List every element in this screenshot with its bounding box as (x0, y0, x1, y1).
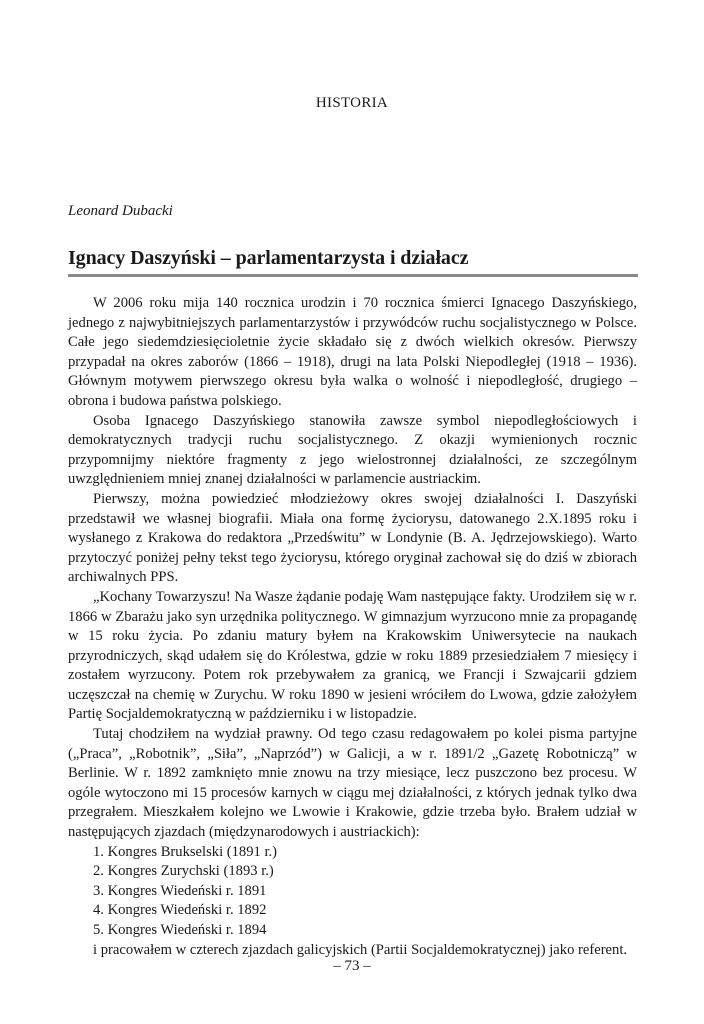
paragraph: „Kochany Towarzyszu! Na Wasze żądanie podaję Wam następujące fakty. Urodziłem się w r. 1866 w Zbarażu jako syn urzędnika politycznego. W gimnazjum wyrzucono mnie za propagandę w 15 roku życia. Po zdaniu matury byłem na Krakowskim Uniwersytecie na naukach przyrodniczych, skąd udałem się do Królestwa, gdzie w roku 1889 przesiedziałem 7 miesięcy i zostałem wyrzucony. Potem rok przebywałem za granicą, we Francji i Szwajcarii gdziem uczęszczał na chemię w Zurychu. W roku 1890 w jesieni wróciłem do Lwowa, gdzie założyłem Partię Socjaldemokratyczną w październiku i w listopadzie. (68, 588, 637, 723)
paragraph: Pierwszy, można powiedzieć młodzieżowy okres swojej działalności I. Daszyński przedstawił we własnej biografii. Miała ona formę życiorysu, datowanego 2.X.1895 roku i wysłanego z Krakowa do redaktora „Przedświtu” w Londynie (B. A. Jędrzejowskiego). Warto przytoczyć poniżej pełny tekst tego życiorysu, którego oryginał zachował się do dziś w zbiorach archiwalnych PPS. (68, 490, 637, 586)
congress-list (68, 843, 637, 941)
article-author: Leonard Dubacki (68, 203, 173, 219)
list-item: 2. Kongres Zurychski (1893 r.) (93, 863, 274, 880)
section-header: HISTORIA (315, 95, 389, 111)
list-item: 4. Kongres Wiedeński r. 1892 (93, 902, 267, 919)
list-item: 5. Kongres Wiedeński r. 1894 (93, 922, 267, 938)
paragraph: Osoba Ignacego Daszyńskiego stanowiła zawsze symbol niepodległościowych i demokratycznych tradycji ruchu socjalistycznego. Z okazji wymienionych rocznic przypomnijmy niektóre fragmenty z jego wielostronnej działalności, ze szczególnym uwzględnieniem mniej znanej działalności w parlamencie austriackim. (68, 412, 637, 488)
paragraph: Tutaj chodziłem na wydział prawny. Od tego czasu redagowałem po kolei pisma partyjne („Praca”, „Robotnik”, „Siła”, „Naprzód”) w Galicji, a w r. 1891/2 „Gazetę Robotniczą” w Berlinie. W r. 1892 zamknięto mnie znowu na trzy miesiące, lecz puszczono bez procesu. W ogóle wytoczono mi 15 procesów karnych w ciągu mej działalności, z których jednak tylko dwa przegrałem. Mieszkałem kolejno we Lwowie i Krakowie, gdzie trzeba było. Brałem udział w następujących zjazdach (międzynarodowych i austriackich): (68, 726, 637, 841)
list-item: 1. Kongres Brukselski (1891 r.) (93, 843, 278, 860)
paragraph: W 2006 roku mija 140 rocznica urodzin i 70 rocznica śmierci Ignacego Daszyńskiego, jednego z najwybitniejszych parlamentarzystów i przywódców ruchu socjalistycznego w Polsce. Całe jego siedemdziesięcioletnie życie składało się z dwóch wielkich okresów. Pierwszy przypadał na okres zaborów (1866 – 1918), drugi na lata Polski Niepodległej (1918 – 1936). Głównym motywem pierwszego okresu była walka o wolność i niepodległość, drugiego – obrona i budowa państwa polskiego. (68, 295, 637, 409)
title-divider (68, 274, 638, 277)
paragraph-closing: i pracowałem w czterech zjazdach galicyjskich (Partii Socjaldemokratycznej) jako referent. (93, 941, 628, 958)
article-title: Ignacy Daszyński – parlamentarzysta i działacz (68, 247, 469, 269)
article-body (68, 294, 637, 960)
page-number: – 73 – (333, 958, 371, 974)
list-item: 3. Kongres Wiedeński r. 1891 (93, 882, 267, 899)
